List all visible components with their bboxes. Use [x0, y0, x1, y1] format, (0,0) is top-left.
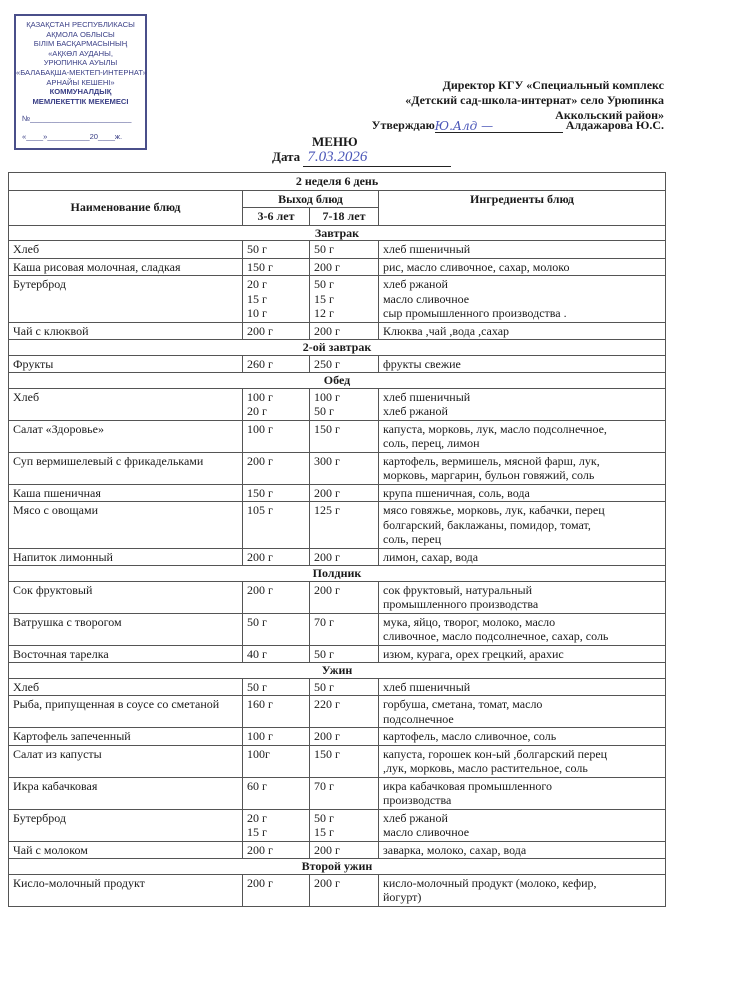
dish-name: Фрукты: [9, 355, 243, 373]
portion-7-18: [310, 548, 379, 566]
portion-3-6-line: 200 г: [247, 842, 273, 857]
portion-7-18: [310, 645, 379, 663]
approver-name: Алдажарова Ю.С.: [565, 118, 664, 132]
portion-3-6: [243, 355, 310, 373]
portion-3-6-line: 150 г: [247, 485, 273, 500]
dish-name: Хлеб: [9, 241, 243, 259]
stamp-line: ҚАЗАҚСТАН РЕСПУБЛИКАСЫ: [26, 20, 135, 29]
ingredients-line: соль, перец, лимон: [383, 436, 480, 450]
ingredients-line: изюм, курага, орех грецкий, арахис: [383, 646, 564, 661]
table-row: [9, 355, 666, 373]
meal-section-header: [9, 340, 666, 356]
ingredients-line: хлеб ржаной: [383, 277, 448, 291]
ingredients: [379, 809, 666, 841]
meal-section-header: [9, 566, 666, 582]
portion-3-6: [243, 581, 310, 613]
header-line-3: Аккольский район»: [555, 108, 664, 122]
meal-section-header: [9, 663, 666, 679]
meal-title: Полдник: [9, 566, 666, 582]
ingredients: [379, 841, 666, 859]
portion-3-6-line: 200 г: [247, 875, 273, 890]
portion-7-18-line: 125 г: [314, 503, 340, 517]
portion-3-6: [243, 678, 310, 696]
portion-7-18: [310, 777, 379, 809]
ingredients: [379, 548, 666, 566]
portion-7-18: [310, 841, 379, 859]
portion-7-18-line: 100 г: [314, 389, 340, 404]
portion-7-18: [310, 322, 379, 340]
ingredients-line: капуста, горошек кон-ый ,болгарский перец: [383, 746, 608, 761]
ingredients: [379, 484, 666, 502]
ingredients-line: горбуша, сметана, томат, масло: [383, 697, 543, 711]
portion-7-18-line: 200 г: [314, 582, 340, 597]
portion-3-6-line: 260 г: [247, 356, 273, 371]
portion-3-6-line: 100 г: [247, 389, 273, 404]
table-row: [9, 809, 666, 841]
dish-name: Кисло-молочный продукт: [9, 874, 243, 906]
ingredients-line: хлеб пшеничный: [383, 389, 471, 404]
table-row: [9, 388, 666, 420]
stamp-line: АРНАЙЫ КЕШЕНІ»: [46, 77, 115, 87]
portion-3-6: [243, 276, 310, 323]
ingredients-line: производства: [383, 793, 452, 807]
portion-3-6: [243, 777, 310, 809]
table-row: [9, 484, 666, 502]
ingredients-line: хлеб ржаной: [383, 404, 448, 418]
stamp-line: БІЛІМ БАСҚАРМАСЫНЫҢ: [33, 39, 128, 49]
table-row: [9, 613, 666, 645]
portion-7-18-line: 50 г: [314, 810, 334, 825]
ingredients-line: сыр промышленного производства .: [383, 306, 567, 320]
approve-label: Утверждаю: [371, 118, 435, 132]
ingredients-line: морковь, маргарин, бульон говяжий, соль: [383, 468, 595, 482]
meal-title: Ужин: [9, 663, 666, 679]
meal-title: Завтрак: [9, 225, 666, 241]
portion-3-6-line: 60 г: [247, 778, 267, 793]
portion-3-6-line: 50 г: [247, 614, 267, 629]
portion-3-6: [243, 841, 310, 859]
portion-3-6: [243, 645, 310, 663]
table-row: [9, 420, 666, 452]
portion-3-6: [243, 502, 310, 549]
dish-name: Чай с молоком: [9, 841, 243, 859]
meal-section-header: [9, 373, 666, 389]
ingredients: [379, 874, 666, 906]
portion-3-6-line: 40 г: [247, 646, 267, 661]
dish-name: Ватрушка с творогом: [9, 613, 243, 645]
menu-table: [8, 172, 666, 907]
ingredients-line: хлеб пшеничный: [383, 679, 471, 694]
dish-name: Салат «Здоровье»: [9, 420, 243, 452]
dish-name: Хлеб: [9, 678, 243, 696]
portion-3-6: [243, 874, 310, 906]
portion-7-18-line: 50 г: [314, 646, 334, 661]
portion-7-18-line: 220 г: [314, 697, 340, 711]
ingredients-line: картофель, масло сливочное, соль: [383, 729, 557, 743]
ingredients: [379, 420, 666, 452]
portion-7-18: [310, 613, 379, 645]
stamp-line: АҚМОЛА ОБЛЫСЫ: [46, 29, 115, 39]
table-row: [9, 581, 666, 613]
portion-7-18: [310, 874, 379, 906]
col-age-7-18: 7-18 лет: [310, 208, 379, 226]
portion-3-6-line: 200 г: [247, 582, 273, 597]
portion-3-6: [243, 745, 310, 777]
ingredients: [379, 502, 666, 549]
table-row: [9, 874, 666, 906]
portion-7-18: [310, 745, 379, 777]
portion-3-6-line: 15 г: [247, 291, 267, 306]
table-row: [9, 548, 666, 566]
ingredients: [379, 678, 666, 696]
portion-3-6: [243, 613, 310, 645]
portion-3-6: [243, 452, 310, 484]
ingredients-line: Клюква ,чай ,вода ,сахар: [383, 323, 510, 338]
portion-3-6-line: 100г: [247, 746, 270, 761]
dish-name: Каша рисовая молочная, сладкая: [9, 258, 243, 276]
portion-3-6: [243, 258, 310, 276]
ingredients-line: масло сливочное: [383, 825, 470, 839]
meal-title: Второй ужин: [9, 859, 666, 875]
ingredients-line: сок фруктовый, натуральный: [383, 582, 533, 597]
dish-name: Мясо с овощами: [9, 502, 243, 549]
portion-7-18-line: 150 г: [314, 421, 340, 436]
dish-name: Сок фруктовый: [9, 581, 243, 613]
portion-7-18: [310, 241, 379, 259]
ingredients: [379, 645, 666, 663]
portion-7-18: [310, 581, 379, 613]
stamp-lines: [16, 20, 145, 106]
portion-7-18: [310, 388, 379, 420]
meal-title: 2-ой завтрак: [9, 340, 666, 356]
menu-body: [9, 225, 666, 906]
portion-3-6-line: 20 г: [247, 277, 267, 291]
portion-3-6: [243, 388, 310, 420]
portion-3-6: [243, 696, 310, 728]
table-row: [9, 678, 666, 696]
portion-3-6: [243, 484, 310, 502]
portion-7-18-line: 50 г: [314, 242, 334, 256]
portion-3-6-line: 100 г: [247, 729, 273, 743]
header-line-1: Директор КГУ «Специальный комплекс: [442, 78, 664, 92]
ingredients: [379, 241, 666, 259]
official-stamp: [14, 14, 147, 150]
ingredients: [379, 355, 666, 373]
approval-header: [405, 78, 664, 123]
table-row: [9, 241, 666, 259]
portion-7-18-line: 200 г: [314, 842, 340, 857]
portion-7-18-line: 70 г: [314, 614, 334, 629]
portion-7-18: [310, 355, 379, 373]
dish-name: Рыба, припущенная в соусе со сметаной: [9, 696, 243, 728]
date-line: [272, 149, 451, 167]
date-value: 7.03.2026: [303, 149, 451, 167]
table-row: [9, 841, 666, 859]
dish-name: Салат из капусты: [9, 745, 243, 777]
portion-3-6-line: 50 г: [247, 679, 267, 694]
portion-7-18-line: 200 г: [314, 549, 340, 564]
ingredients: [379, 581, 666, 613]
ingredients-line: йогурт): [383, 890, 422, 904]
table-row: [9, 696, 666, 728]
portion-3-6-line: 200 г: [247, 323, 273, 338]
ingredients-line: подсолнечное: [383, 711, 454, 726]
portion-7-18: [310, 484, 379, 502]
portion-7-18: [310, 502, 379, 549]
ingredients-line: крупа пшеничная, соль, вода: [383, 485, 530, 500]
ingredients: [379, 388, 666, 420]
meal-section-header: [9, 225, 666, 241]
col-output: Выход блюд: [243, 190, 379, 208]
dish-name: Каша пшеничная: [9, 484, 243, 502]
portion-7-18-line: 50 г: [314, 277, 334, 291]
week-day-header: 2 неделя 6 день: [9, 173, 666, 191]
portion-3-6-line: 15 г: [247, 825, 267, 839]
portion-7-18: [310, 678, 379, 696]
portion-7-18: [310, 420, 379, 452]
portion-7-18-line: 15 г: [314, 291, 334, 306]
portion-7-18-line: 200 г: [314, 875, 340, 890]
dish-name: Чай с клюквой: [9, 322, 243, 340]
table-row: [9, 322, 666, 340]
ingredients-line: капуста, морковь, лук, масло подсолнечное,: [383, 421, 607, 436]
dish-name: Хлеб: [9, 388, 243, 420]
portion-7-18-line: 200 г: [314, 729, 340, 743]
meal-section-header: [9, 859, 666, 875]
col-age-3-6: 3-6 лет: [243, 208, 310, 226]
portion-3-6: [243, 420, 310, 452]
ingredients-line: масло сливочное: [383, 291, 470, 306]
header-line-2: «Детский сад-школа-интернат» село Урюпинка: [405, 93, 664, 107]
portion-7-18-line: 200 г: [314, 485, 340, 500]
ingredients-line: икра кабачковая промышленного: [383, 778, 552, 793]
portion-7-18-line: 50 г: [314, 679, 334, 694]
portion-3-6: [243, 548, 310, 566]
portion-3-6: [243, 322, 310, 340]
stamp-line: КОММУНАЛДЫҚ: [49, 87, 112, 97]
ingredients-line: хлеб пшеничный: [383, 242, 471, 256]
table-row: [9, 276, 666, 323]
portion-3-6-line: 160 г: [247, 697, 273, 711]
ingredients: [379, 258, 666, 276]
ingredients-line: фрукты свежие: [383, 356, 461, 371]
portion-3-6-line: 50 г: [247, 242, 267, 256]
ingredients-line: болгарский, баклажаны, помидор, томат,: [383, 517, 591, 532]
portion-7-18: [310, 258, 379, 276]
portion-3-6-line: 105 г: [247, 503, 273, 517]
ingredients-line: кисло-молочный продукт (молоко, кефир,: [383, 875, 597, 890]
table-row: [9, 452, 666, 484]
signature: Ю.Алд —: [435, 119, 563, 133]
portion-3-6-line: 150 г: [247, 259, 273, 274]
ingredients-line: ,лук, морковь, масло растительное, соль: [383, 761, 588, 775]
dish-name: Напиток лимонный: [9, 548, 243, 566]
portion-3-6: [243, 809, 310, 841]
date-label: Дата: [272, 149, 301, 164]
portion-3-6-line: 20 г: [247, 810, 267, 825]
portion-7-18-line: 300 г: [314, 453, 340, 468]
page-title: МЕНЮ: [312, 134, 358, 149]
portion-7-18-line: 70 г: [314, 778, 334, 793]
ingredients: [379, 696, 666, 728]
table-row: [9, 502, 666, 549]
ingredients: [379, 452, 666, 484]
portion-7-18-line: 15 г: [314, 825, 334, 839]
stamp-line: «АҚКӨЛ АУДАНЫ,: [48, 48, 113, 58]
portion-7-18-line: 50 г: [314, 404, 334, 418]
portion-7-18-line: 200 г: [314, 323, 340, 338]
table-row: [9, 777, 666, 809]
ingredients-line: заварка, молоко, сахар, вода: [383, 842, 527, 857]
ingredients: [379, 728, 666, 746]
ingredients-line: соль, перец: [383, 532, 442, 546]
portion-3-6-line: 100 г: [247, 421, 273, 436]
ingredients: [379, 777, 666, 809]
ingredients: [379, 322, 666, 340]
table-row: [9, 728, 666, 746]
ingredients-line: хлеб ржаной: [383, 810, 448, 825]
dish-name: Картофель запеченный: [9, 728, 243, 746]
col-ingredients: Ингредиенты блюд: [379, 190, 666, 225]
ingredients-line: сливочное, масло подсолнечное, сахар, соль: [383, 629, 609, 643]
ingredients: [379, 613, 666, 645]
table-row: [9, 745, 666, 777]
stamp-date-line: «____»__________20____ж.: [22, 131, 123, 141]
table-row: [9, 645, 666, 663]
portion-7-18-line: 250 г: [314, 356, 340, 371]
ingredients-line: картофель, вермишель, мясной фарш, лук,: [383, 453, 600, 468]
ingredients: [379, 276, 666, 323]
portion-3-6-line: 200 г: [247, 549, 273, 564]
table-row: [9, 258, 666, 276]
portion-7-18-line: 12 г: [314, 306, 334, 320]
meal-title: Обед: [9, 373, 666, 389]
ingredients-line: лимон, сахар, вода: [383, 549, 479, 564]
dish-name: Бутерброд: [9, 276, 243, 323]
stamp-number-line: №________________________: [22, 114, 132, 124]
portion-7-18: [310, 276, 379, 323]
portion-3-6-line: 200 г: [247, 453, 273, 468]
ingredients: [379, 745, 666, 777]
col-dish-name: Наименование блюд: [9, 190, 243, 225]
portion-3-6-line: 20 г: [247, 404, 267, 418]
portion-7-18-line: 150 г: [314, 746, 340, 761]
stamp-line: УРЮПИНКА АУЫЛЫ: [43, 58, 118, 68]
portion-3-6-line: 10 г: [247, 306, 267, 320]
portion-7-18: [310, 728, 379, 746]
portion-7-18-line: 200 г: [314, 259, 340, 274]
dish-name: Восточная тарелка: [9, 645, 243, 663]
portion-3-6: [243, 241, 310, 259]
dish-name: Бутерброд: [9, 809, 243, 841]
approval-line: [372, 118, 664, 133]
stamp-line: «БАЛАБАҚША-МЕКТЕП-ИНТЕРНАТ»: [16, 67, 147, 77]
dish-name: Суп вермишелевый с фрикадельками: [9, 452, 243, 484]
portion-7-18: [310, 696, 379, 728]
portion-3-6: [243, 728, 310, 746]
stamp-line: МЕМЛЕКЕТТІК МЕКЕМЕСІ: [32, 96, 129, 106]
ingredients-line: мука, яйцо, творог, молоко, масло: [383, 614, 556, 629]
ingredients-line: рис, масло сливочное, сахар, молоко: [383, 259, 570, 274]
dish-name: Икра кабачковая: [9, 777, 243, 809]
portion-7-18: [310, 452, 379, 484]
portion-7-18: [310, 809, 379, 841]
ingredients-line: мясо говяжье, морковь, лук, кабачки, перец: [383, 503, 605, 517]
ingredients-line: промышленного производства: [383, 597, 539, 611]
